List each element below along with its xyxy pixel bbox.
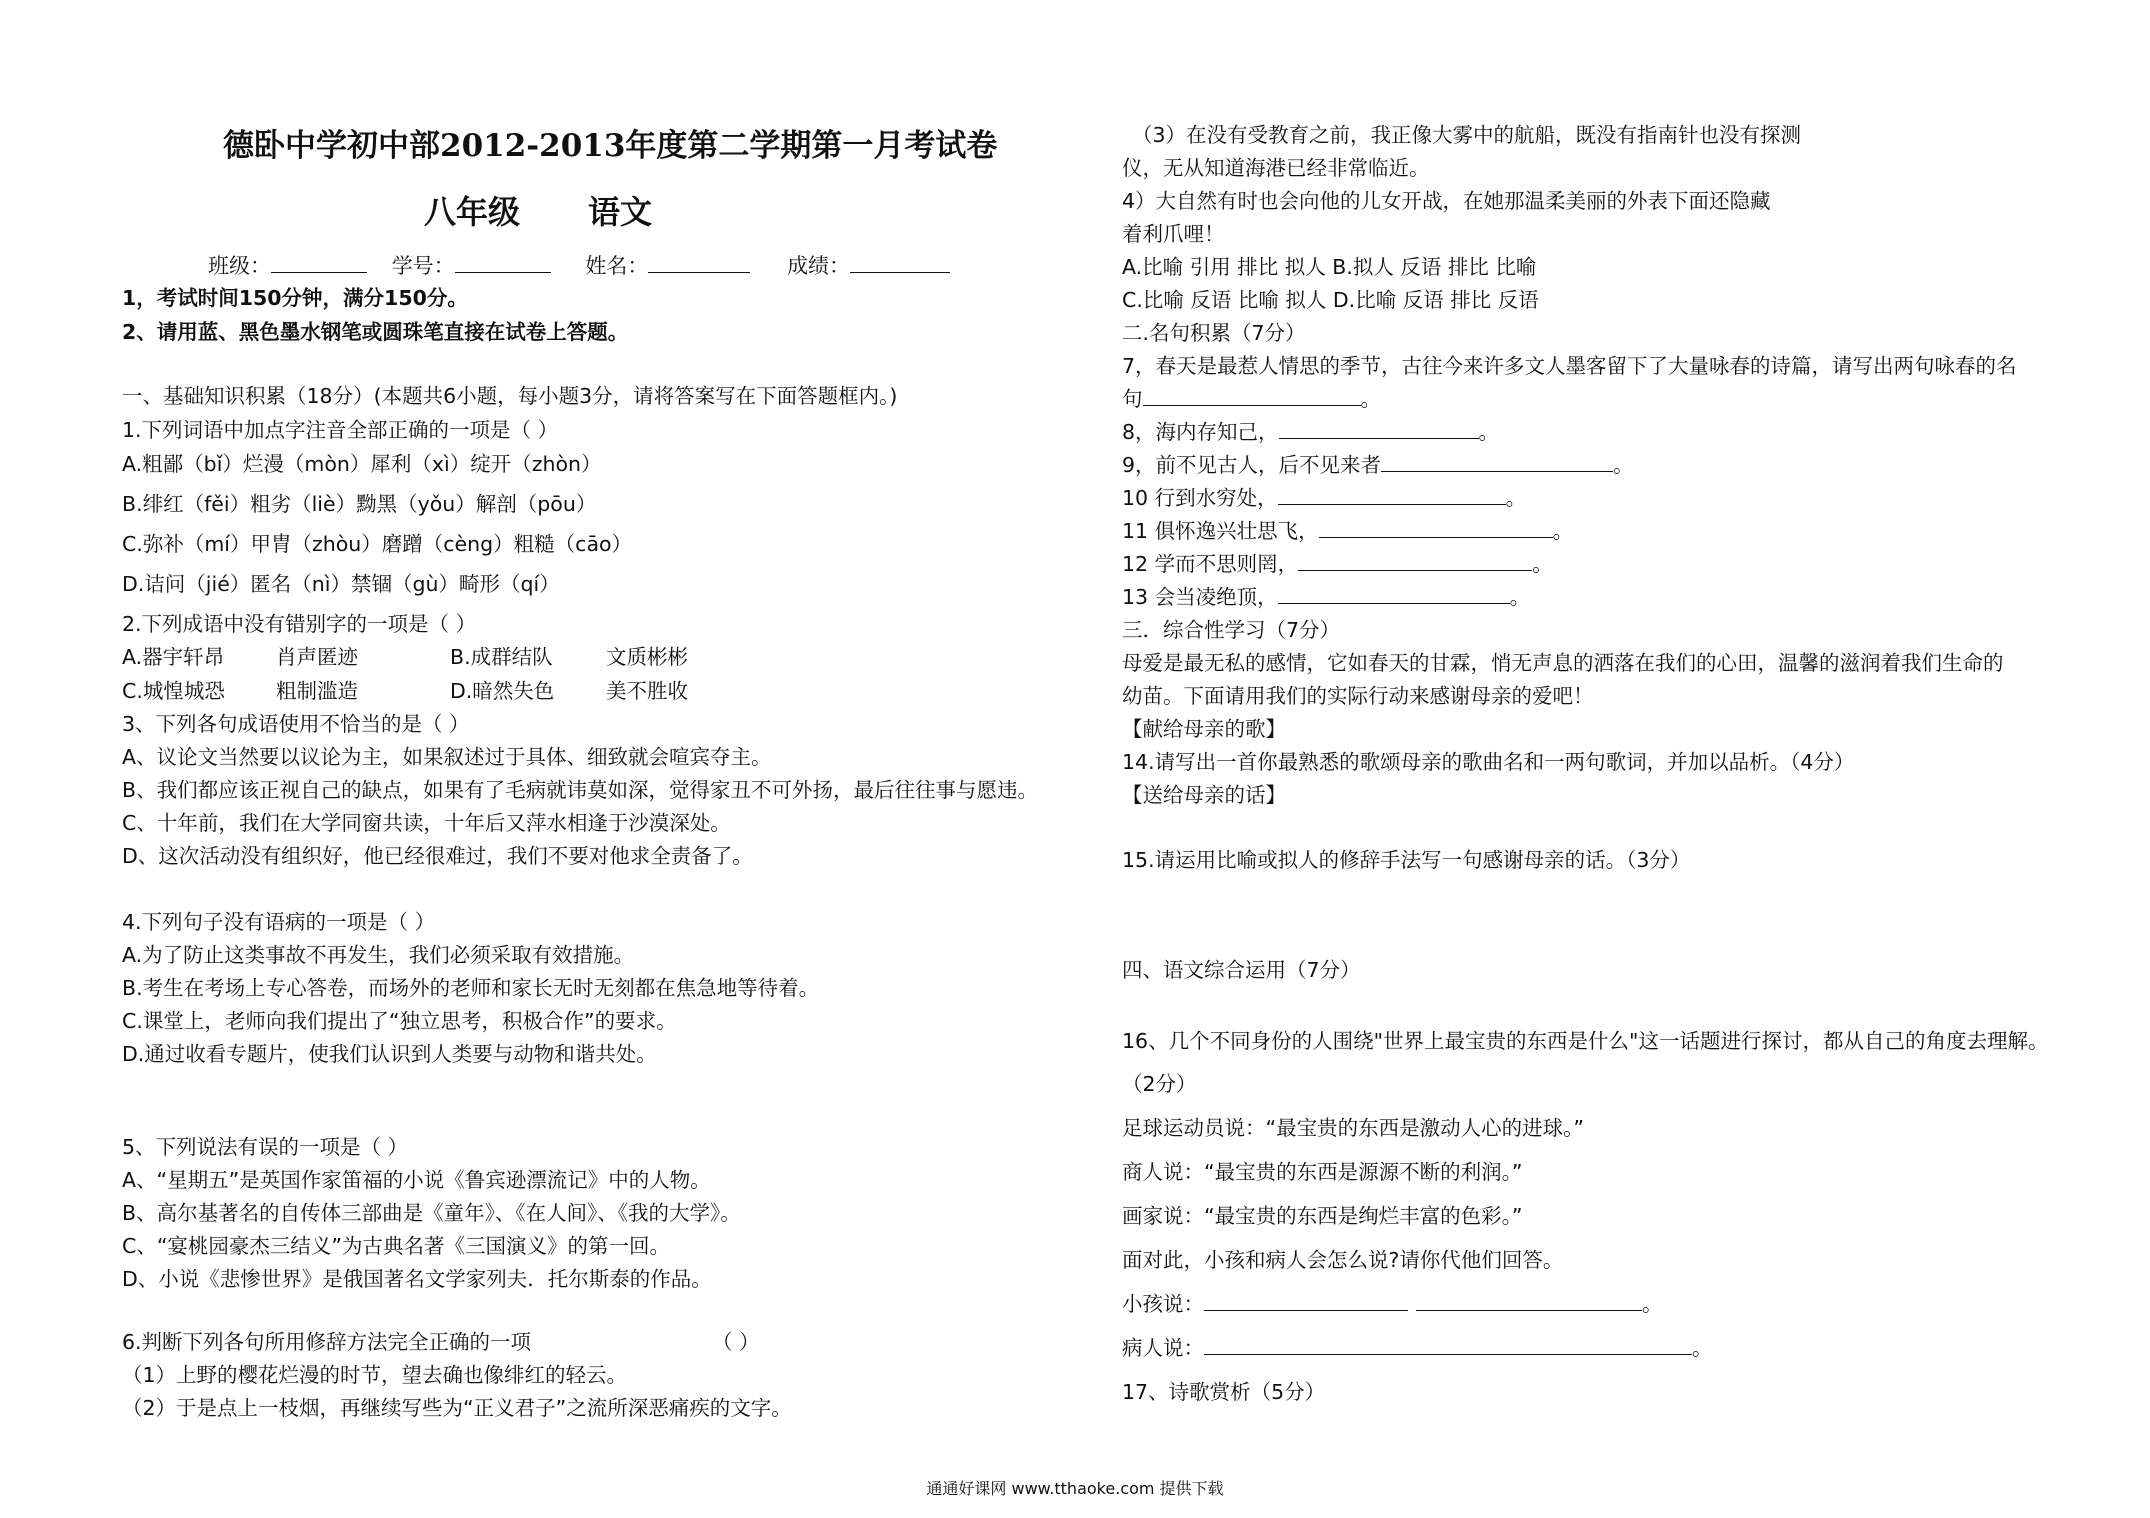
q12-label: 12 学而不思则罔，	[1122, 552, 1299, 576]
patient-period: 。	[1692, 1336, 1713, 1360]
q4-option-a: A.为了防止这类事故不再发生，我们必须采取有效措施。	[122, 943, 635, 967]
section-4-heading: 四、语文综合运用（7分）	[1122, 958, 1361, 982]
exam-title: 德卧中学初中部2012-2013年度第二学期第一月考试卷	[223, 128, 998, 164]
exam-grade: 八年级	[424, 193, 521, 231]
q7-answer-blank[interactable]	[1143, 385, 1361, 406]
q5-option-a: A、“星期五”是英国作家笛福的小说《鲁宾逊漂流记》中的人物。	[122, 1168, 711, 1192]
question-10	[1122, 484, 1526, 512]
id-label: 学号：	[391, 254, 455, 278]
q16-footballer: 足球运动员说：“最宝贵的东西是激动人心的进球。”	[1122, 1116, 1584, 1140]
q10-answer-blank[interactable]	[1278, 484, 1506, 505]
question-6: 6.判断下列各句所用修辞方法完全正确的一项	[122, 1330, 532, 1354]
question-11	[1122, 517, 1573, 545]
q6-sentence-3b: 仪，无从知道海港已经非常临近。	[1122, 156, 1430, 180]
class-blank[interactable]	[271, 252, 367, 273]
q2-option-a-word2: 肖声匿迹	[276, 645, 358, 669]
q16-businessman: 商人说：“最宝贵的东西是源源不断的利润。”	[1122, 1160, 1523, 1184]
q6-sentence-2: （2）于是点上一枝烟，再继续写些为“正义君子”之流所深恶痛疾的文字。	[122, 1396, 792, 1420]
subheading-words: 【送给母亲的话】	[1122, 783, 1286, 807]
q6-sentence-3a: （3）在没有受教育之前，我正像大雾中的航船，既没有指南针也没有探测	[1132, 123, 1802, 147]
q11-answer-blank[interactable]	[1319, 517, 1553, 538]
q5-option-b: B、高尔基著名的自传体三部曲是《童年》、《在人间》、《我的大学》。	[122, 1201, 741, 1225]
q12-period: 。	[1532, 552, 1553, 576]
q16-child-line	[1122, 1290, 1663, 1318]
question-12	[1122, 550, 1553, 578]
child-period: 。	[1642, 1292, 1663, 1316]
q3-option-b: B、我们都应该正视自己的缺点，如果有了毛病就讳莫如深，觉得家丑不可外扬，最后往往事与愿违。	[122, 778, 1039, 802]
child-answer-blank-2[interactable]	[1416, 1290, 1642, 1311]
q6-sentence-1: （1）上野的樱花烂漫的时节，望去确也像绯红的轻云。	[122, 1363, 628, 1387]
q1-option-b: B.绯红（fěi）粗劣（liè）黝黑（yǒu）解剖（pōu）	[122, 492, 597, 516]
question-14: 14.请写出一首你最熟悉的歌颂母亲的歌曲名和一两句歌词，并加以品析。（4分）	[1122, 750, 1855, 774]
subheading-song: 【献给母亲的歌】	[1122, 717, 1286, 741]
q2-option-c: C.城惶城恐	[122, 679, 225, 703]
score-blank[interactable]	[850, 252, 950, 273]
name-blank[interactable]	[648, 252, 750, 273]
footer-source: 通通好课网 www.tthaoke.com 提供下载	[926, 1479, 1224, 1498]
question-7: 7，春天是最惹人情思的季节，古往今来许多文人墨客留下了大量咏春的诗篇，请写出两句咏春的名	[1122, 354, 2017, 378]
q8-period: 。	[1478, 420, 1500, 444]
question-2: 2.下列成语中没有错别字的一项是（ ）	[122, 612, 477, 636]
question-17: 17、诗歌赏析（5分）	[1122, 1380, 1326, 1404]
question-15: 15.请运用比喻或拟人的修辞手法写一句感谢母亲的话。（3分）	[1122, 848, 1691, 872]
q9-period: 。	[1613, 453, 1634, 477]
instruction-2: 2、请用蓝、黑色墨水钢笔或圆珠笔直接在试卷上答题。	[122, 320, 629, 344]
q4-option-d: D.通过收看专题片，使我们认识到人类要与动物和谐共处。	[122, 1042, 657, 1066]
q3-option-c: C、十年前，我们在大学同窗共读，十年后又萍水相逢于沙漠深处。	[122, 811, 731, 835]
q13-answer-blank[interactable]	[1278, 583, 1510, 604]
q6-sentence-4a: 4）大自然有时也会向他的儿女开战，在她那温柔美丽的外表下面还隐藏	[1122, 189, 1771, 213]
q10-label: 10 行到水穷处，	[1122, 486, 1278, 510]
section-2-heading: 二.名句积累（7分）	[1122, 321, 1306, 345]
q2-option-c-word2: 粗制滥造	[276, 679, 358, 703]
patient-label: 病人说：	[1122, 1336, 1204, 1360]
q7-period: 。	[1360, 387, 1381, 411]
q12-answer-blank[interactable]	[1298, 550, 1532, 571]
q10-period: 。	[1505, 486, 1527, 510]
q11-label: 11 俱怀逸兴壮思飞，	[1122, 519, 1319, 543]
q2-option-b: B.成群结队	[450, 645, 553, 669]
class-label: 班级：	[208, 254, 271, 278]
q1-option-a: A.粗鄙（bǐ）烂漫（mòn）犀利（xì）绽开（zhòn）	[122, 452, 602, 476]
q2-option-b-word2: 文质彬彬	[606, 645, 688, 669]
exam-subject: 语文	[588, 193, 653, 231]
q9-label: 9，前不见古人，后不见来者	[1122, 453, 1382, 477]
q6-sentence-4b: 着利爪哩！	[1122, 222, 1225, 246]
question-13	[1122, 583, 1530, 611]
section-3-intro-1: 母爱是最无私的感情，它如春天的甘霖，悄无声息的洒落在我们的心田，温馨的滋润着我们生命的	[1122, 651, 2004, 675]
q8-answer-blank[interactable]	[1279, 418, 1479, 439]
q8-label: 8，海内存知己，	[1122, 420, 1279, 444]
patient-answer-blank[interactable]	[1204, 1334, 1692, 1355]
question-3: 3、下列各句成语使用不恰当的是（ ）	[122, 712, 470, 736]
q16-points: （2分）	[1122, 1072, 1197, 1096]
q13-period: 。	[1509, 585, 1531, 609]
q1-option-c: C.弥补（mí）甲胄（zhòu）磨蹭（cèng）粗糙（cāo）	[122, 532, 633, 556]
q5-option-d: D、小说《悲惨世界》是俄国著名文学家列夫．托尔斯泰的作品。	[122, 1267, 712, 1291]
question-5: 5、下列说法有误的一项是（ ）	[122, 1135, 409, 1159]
section-3-heading: 三．综合性学习（7分）	[1122, 618, 1341, 642]
q4-option-c: C.课堂上，老师向我们提出了“独立思考，积极合作”的要求。	[122, 1009, 677, 1033]
q6-options-ab: A.比喻 引用 排比 拟人 B.拟人 反语 排比 比喻	[1122, 255, 1537, 279]
question-9	[1122, 451, 1634, 479]
question-8	[1122, 418, 1499, 446]
q11-period: 。	[1552, 519, 1574, 543]
q16-painter: 画家说：“最宝贵的东西是绚烂丰富的色彩。”	[1122, 1204, 1523, 1228]
q6-answer-paren: （ ）	[712, 1330, 760, 1354]
q5-option-c: C、“宴桃园豪杰三结义”为古典名著《三国演义》的第一回。	[122, 1234, 671, 1258]
section-1-heading: 一、基础知识积累（18分）(本题共6小题，每小题3分，请将答案写在下面答题框内。)	[122, 384, 898, 408]
q3-option-a: A、议论文当然要以议论为主，如果叙述过于具体、细致就会喧宾夺主。	[122, 745, 772, 769]
q13-label: 13 会当凌绝顶，	[1122, 585, 1278, 609]
q7-label: 句	[1122, 387, 1143, 411]
child-answer-blank-1[interactable]	[1204, 1290, 1408, 1311]
q3-option-d: D、这次活动没有组织好，他已经很难过，我们不要对他求全责备了。	[122, 844, 753, 868]
q2-option-d: D.暗然失色	[450, 679, 555, 703]
question-16: 16、几个不同身份的人围绕"世界上最宝贵的东西是什么"这一话题进行探讨，都从自己的角度去理解。	[1122, 1029, 2049, 1053]
score-label: 成绩：	[787, 254, 851, 278]
q16-patient-line	[1122, 1334, 1713, 1362]
instruction-1: 1，考试时间150分钟，满分150分。	[122, 286, 468, 310]
id-blank[interactable]	[455, 252, 551, 273]
q1-option-d: D.诘问（jié）匿名（nì）禁锢（gù）畸形（qí）	[122, 572, 560, 596]
question-7-line2	[1122, 385, 1381, 413]
q4-option-b: B.考生在考场上专心答卷，而场外的老师和家长无时无刻都在焦急地等待着。	[122, 976, 820, 1000]
question-4: 4.下列句子没有语病的一项是（ ）	[122, 910, 436, 934]
q9-answer-blank[interactable]	[1381, 451, 1613, 472]
section-3-intro-2: 幼苗。下面请用我们的实际行动来感谢母亲的爱吧！	[1122, 684, 1594, 708]
q16-prompt: 面对此，小孩和病人会怎么说?请你代他们回答。	[1122, 1248, 1564, 1272]
q2-option-a: A.器宇轩昂	[122, 645, 225, 669]
name-label: 姓名：	[585, 254, 649, 278]
child-label: 小孩说：	[1122, 1292, 1204, 1316]
student-info-row	[208, 252, 950, 280]
q6-options-cd: C.比喻 反语 比喻 拟人 D.比喻 反语 排比 反语	[1122, 288, 1539, 312]
question-1: 1.下列词语中加点字注音全部正确的一项是（ ）	[122, 418, 559, 442]
q2-option-d-word2: 美不胜收	[606, 679, 688, 703]
